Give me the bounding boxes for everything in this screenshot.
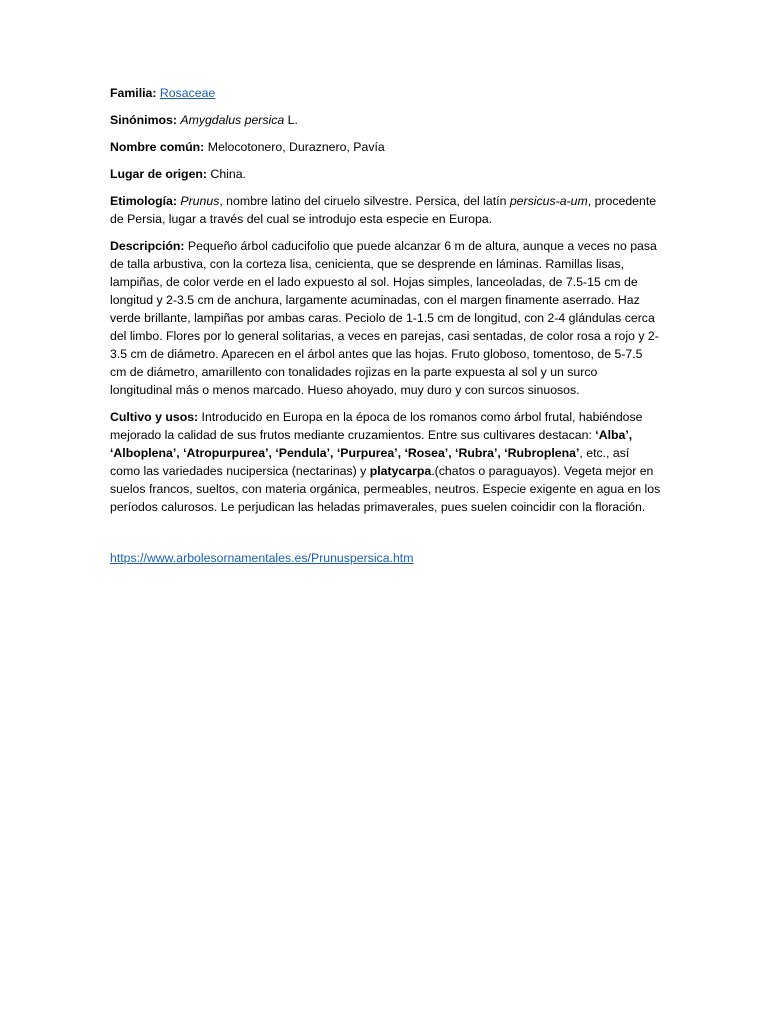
sinonimos-label: Sinónimos:	[110, 113, 177, 127]
cultivo-text-b: , etc., así como las variedades nucipersica (nectarinas) y	[110, 446, 630, 478]
familia-label: Familia:	[110, 86, 157, 100]
lugar-origen-label: Lugar de origen:	[110, 167, 208, 181]
familia-link[interactable]: Rosaceae	[159, 86, 216, 100]
cultivo-text-c: .(chatos o paraguayos). Vegeta mejor en suelos francos, sueltos, con materia orgánica, permeables, neutros. Especie exigente en agua en los períodos calurosos. Le perjudican las heladas primaverales, pues suelen coincidir con la floración.	[110, 464, 661, 514]
descripcion-text: Pequeño árbol caducifolio que puede alcanzar 6 m de altura, aunque a veces no pasa de talla arbustiva, con la corteza lisa, cenicienta, que se desprende en láminas. Ramillas lisas, lampiñas, de color verde en el lado expuesto al sol. Hojas simples, lanceoladas, de 7.5-15 cm de longitud y 2-3.5 cm de anchura, largamente acuminadas, con el margen finamente aserrado. Haz verde brillante, lampiñas por ambas caras. Peciolo de 1-1.5 cm de longitud, con 2-4 glándulas cerca del limbo. Flores por lo general solitarias, a veces en parejas, casi sentadas, de color rosa a rojo y 2-3.5 cm de diámetro. Aparecen en el árbol antes que las hojas. Fruto globoso, tomentoso, de 5-7.5 cm de diámetro, amarillento con tonalidades rojizas en la parte expuesta al sol y un surco longitudinal más o menos marcado. Hueso ahoyado, muy duro y con surcos sinuosos.	[110, 239, 659, 397]
etimologia-paragraph	[110, 192, 662, 228]
source-line	[110, 549, 662, 567]
nombre-comun-line	[110, 138, 662, 156]
cultivo-platycarpa: platycarpa	[369, 464, 432, 478]
lugar-origen-value: China.	[207, 167, 246, 181]
cultivo-label: Cultivo y usos:	[110, 410, 199, 424]
cultivo-paragraph	[110, 408, 662, 516]
document-body	[110, 84, 662, 576]
descripcion-paragraph	[110, 237, 662, 399]
sinonimos-italic: Amygdalus persica	[180, 113, 285, 127]
sinonimos-line	[110, 111, 662, 129]
etimologia-label: Etimología:	[110, 194, 177, 208]
familia-line	[110, 84, 662, 102]
etimologia-text-a: , nombre latino del ciruelo silvestre. Persica, del latín	[219, 194, 510, 208]
nombre-comun-value: Melocotonero, Duraznero, Pavía	[204, 140, 385, 154]
nombre-comun-label: Nombre común:	[110, 140, 205, 154]
etimologia-genus: Prunus	[180, 194, 220, 208]
etimologia-latin: persicus-a-um	[509, 194, 588, 208]
cultivo-text-a: Introducido en Europa en la época de los romanos como árbol frutal, habiéndose mejorado la calidad de sus frutos mediante cruzamientos. Entre sus cultivares destacan:	[110, 410, 643, 442]
cultivo-cultivars: ‘Alba’, ‘Alboplena’, ‘Atropurpurea’, ‘Pendula’, ‘Purpurea’, ‘Rosea’, ‘Rubra’, ‘Rubroplena’	[110, 428, 633, 460]
etimologia-text-b: , procedente de Persia, lugar a través del cual se introdujo esta especie en Europa.	[110, 194, 657, 226]
descripcion-label: Descripción:	[110, 239, 185, 253]
lugar-origen-line	[110, 165, 662, 183]
source-url-link[interactable]: https://www.arbolesornamentales.es/Prunuspersica.htm	[110, 551, 414, 565]
sinonimos-rest: L.	[284, 113, 298, 127]
